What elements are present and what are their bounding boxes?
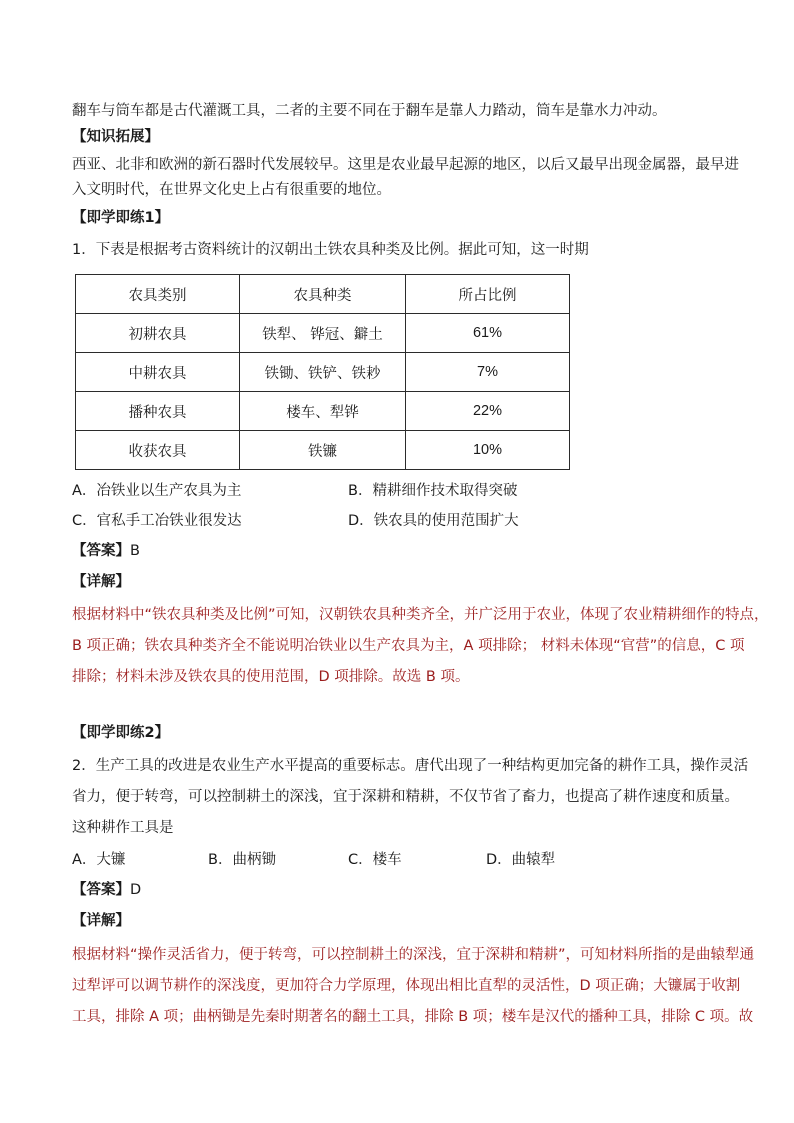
exercise2-question-line: 这种耕作工具是 bbox=[72, 820, 174, 836]
exercise2-detail-line: 根据材料“操作灵活省力，便于转弯，可以控制耕土的深浅，宜于深耕和精耕”，可知材料所指的是曲辕犁通 bbox=[72, 947, 755, 963]
table-cell-ratio: 7% bbox=[406, 353, 570, 392]
table-row bbox=[76, 314, 570, 353]
exercise2-question-line: 2．生产工具的改进是农业生产水平提高的重要标志。唐代出现了一种结构更加完备的耕作工具，操作灵活 bbox=[72, 758, 749, 774]
table-cell-kinds: 铁锄、铁铲、铁耖 bbox=[240, 353, 406, 392]
exercise2-option-d[interactable]: D．曲辕犁 bbox=[486, 852, 556, 868]
table-header-cell: 农具种类 bbox=[240, 275, 406, 314]
knowledge-heading: 【知识拓展】 bbox=[72, 129, 159, 145]
table-header-cell: 农具类别 bbox=[76, 275, 240, 314]
table-cell-kinds: 楼车、犁铧 bbox=[240, 392, 406, 431]
intro-text: 翻车与筒车都是古代灌溉工具，二者的主要不同在于翻车是靠人力踏动，筒车是靠水力冲动。 bbox=[72, 103, 667, 119]
exercise1-detail-line: 根据材料中“铁农具种类及比例”可知，汉朝铁农具种类齐全，并广泛用于农业，体现了农业精耕细作的特点， bbox=[72, 607, 769, 623]
exercise2-detail-line: 工具，排除 A 项；曲柄锄是先秦时期著名的翻土工具，排除 B 项；楼车是汉代的播种工具，排除 C 项。故 bbox=[72, 1009, 754, 1025]
exercise1-detail-line: 排除；材料未涉及铁农具的使用范围，D 项排除。故选 B 项。 bbox=[72, 669, 470, 685]
table-cell-category: 初耕农具 bbox=[76, 314, 240, 353]
table-row bbox=[76, 392, 570, 431]
table-header-row bbox=[76, 275, 570, 314]
exercise1-question: 1．下表是根据考古资料统计的汉朝出土铁农具种类及比例。据此可知，这一时期 bbox=[72, 242, 589, 258]
table-row bbox=[76, 431, 570, 470]
exercise1-heading: 【即学即练1】 bbox=[72, 210, 170, 226]
table-cell-category: 收获农具 bbox=[76, 431, 240, 470]
answer-value: B bbox=[130, 543, 140, 559]
exercise2-detail-line: 过犁评可以调节耕作的深浅度，更加符合力学原理，体现出相比直犁的灵活性，D 项正确；大镰属于收割 bbox=[72, 978, 741, 994]
exercise1-option-c[interactable]: C．官私手工冶铁业很发达 bbox=[72, 513, 242, 529]
farm-tools-table bbox=[75, 274, 570, 470]
exercise2-answer bbox=[72, 880, 141, 900]
exercise1-option-b[interactable]: B．精耕细作技术取得突破 bbox=[348, 483, 518, 499]
table-cell-ratio: 22% bbox=[406, 392, 570, 431]
table-cell-ratio: 61% bbox=[406, 314, 570, 353]
table-cell-kinds: 铁镰 bbox=[240, 431, 406, 470]
knowledge-text-line: 西亚、北非和欧洲的新石器时代发展较早。这里是农业最早起源的地区，以后又最早出现金属器，最早进 bbox=[72, 157, 739, 173]
knowledge-text-line: 入文明时代，在世界文化史上占有很重要的地位。 bbox=[72, 182, 391, 198]
exercise2-option-a[interactable]: A．大镰 bbox=[72, 852, 126, 868]
exercise1-option-d[interactable]: D．铁农具的使用范围扩大 bbox=[348, 513, 519, 529]
table-cell-category: 中耕农具 bbox=[76, 353, 240, 392]
exercise2-detail-heading: 【详解】 bbox=[72, 913, 130, 929]
exercise2-option-b[interactable]: B．曲柄锄 bbox=[208, 852, 276, 868]
exercise1-option-a[interactable]: A．冶铁业以生产农具为主 bbox=[72, 483, 242, 499]
exercise2-option-c[interactable]: C．楼车 bbox=[348, 852, 402, 868]
table-cell-category: 播种农具 bbox=[76, 392, 240, 431]
exercise1-answer bbox=[72, 541, 140, 561]
table-cell-kinds: 铁犁、 铧冠、鐴土 bbox=[240, 314, 406, 353]
answer-label: 【答案】 bbox=[72, 543, 130, 559]
exercise2-heading: 【即学即练2】 bbox=[72, 725, 170, 741]
answer-value: D bbox=[130, 882, 142, 898]
table-header-cell: 所占比例 bbox=[406, 275, 570, 314]
exercise1-detail-heading: 【详解】 bbox=[72, 574, 130, 590]
table-cell-ratio: 10% bbox=[406, 431, 570, 470]
exercise1-detail-line: B 项正确；铁农具种类齐全不能说明冶铁业以生产农具为主，A 项排除； 材料未体现“官营”的信息，C 项 bbox=[72, 638, 745, 654]
exercise2-question-line: 省力，便于转弯，可以控制耕土的深浅，宜于深耕和精耕，不仅节省了畜力，也提高了耕作速度和质量。 bbox=[72, 789, 739, 805]
table-row bbox=[76, 353, 570, 392]
answer-label: 【答案】 bbox=[72, 882, 130, 898]
